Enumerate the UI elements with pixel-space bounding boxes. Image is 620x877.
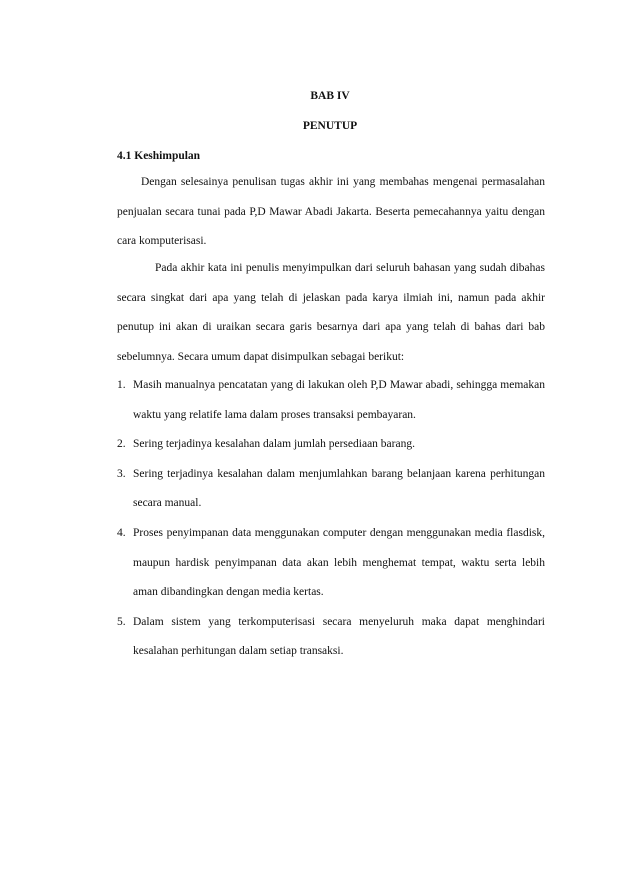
list-item: [117, 430, 545, 460]
chapter-title: PENUTUP: [302, 120, 358, 132]
paragraph-intro: Dengan selesainya penulisan tugas akhir ini yang membahas mengenai permasalahan penjualan secara tunai pada P,D Mawar Abadi Jakarta. Beserta pemecahannya yaitu dengan cara komputerisasi.: [117, 176, 545, 248]
list-number: 5.: [117, 615, 126, 628]
list-text: Masih manualnya pencatatan yang di lakukan oleh P,D Mawar abadi, sehingga memakan waktu yang relatife lama dalam proses transaksi pembayaran.: [133, 379, 545, 421]
list-text: Sering terjadinya kesalahan dalam jumlah persediaan barang.: [133, 438, 415, 451]
list-item: [117, 460, 545, 519]
list-item: [117, 371, 545, 430]
list-number: 1.: [117, 379, 126, 391]
list-number: 3.: [117, 467, 126, 480]
list-number: 4.: [117, 526, 126, 539]
list-item: [117, 519, 545, 608]
list-item: [117, 608, 545, 667]
list-text: Proses penyimpanan data menggunakan computer dengan menggunakan media flasdisk, maupun hardisk penyimpanan data akan lebih menghemat tempat, waktu serta lebih aman dibandingkan dengan media kertas.: [133, 526, 545, 599]
paragraph-summary: Pada akhir kata ini penulis menyimpulkan dari seluruh bahasan yang sudah dibahas secara singkat dari apa yang telah di jelaskan pada karya ilmiah ini, namun pada akhir penutup ini akan di uraikan secara garis besarnya dari apa yang telah di bahas dari bab sebelumnya. Secara umum dapat disimpulkan sebagai berikut:: [117, 262, 545, 363]
section-heading: 4.1 Keshimpulan: [117, 150, 201, 162]
chapter-heading: BAB IV: [310, 90, 350, 102]
conclusion-list: [117, 371, 545, 667]
list-text: Dalam sistem yang terkomputerisasi secara menyeluruh maka dapat menghindari kesalahan perhitungan dalam setiap transaksi.: [133, 615, 545, 658]
list-text: Sering terjadinya kesalahan dalam menjumlahkan barang belanjaan karena perhitungan secara manual.: [133, 467, 545, 510]
list-number: 2.: [117, 438, 126, 451]
